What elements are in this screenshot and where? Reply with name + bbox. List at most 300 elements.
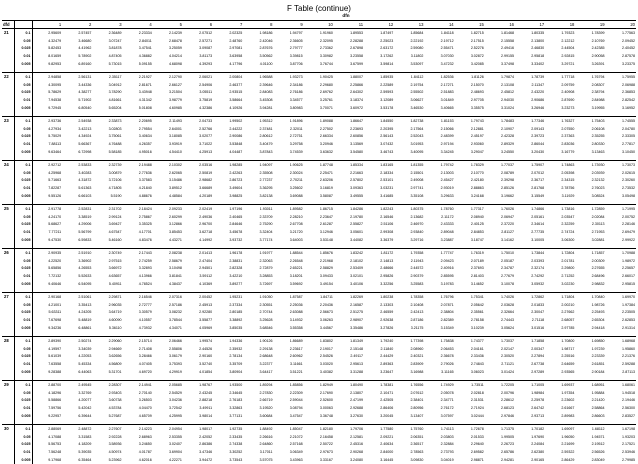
table-cell: 3.47547 [289,413,303,418]
table-cell: 5.65856 [48,266,62,271]
table-cell: 3.40283 [78,170,92,175]
table-cell: 2.13303 [380,302,394,307]
table-cell: 1.76319 [455,248,485,256]
table-cell: 2.78756 [561,186,575,191]
table-cell: 2.68648 [259,354,273,359]
table-cell: 2.76172 [440,406,454,411]
alpha-value: 0.01 [14,316,32,324]
table-cell: 2.07512 [183,29,213,37]
table-cell: 3.69427 [108,222,122,227]
table-cell: 5.73015 [108,62,122,67]
table-cell: 3.77174 [259,237,273,242]
table-cell: 3.20946 [319,142,333,147]
table-cell: 2.36853 [622,90,635,95]
table-cell: 2.27655 [591,266,605,271]
table-cell: 3.57075 [259,457,273,462]
alpha-value: 0.025 [14,177,32,185]
table-cell: 2.66017 [622,274,635,279]
table-body [2,29,636,464]
table-cell: 2.58829 [319,266,333,271]
dfd-value [2,265,14,273]
table-cell: 2.38831 [229,258,243,263]
table-cell: 3.45308 [259,98,273,103]
table-cell: 1.91050 [243,292,273,300]
table-cell: 3.81878 [108,46,122,51]
table-cell: 2.70140 [138,390,152,395]
table-cell: 3.04019 [440,457,454,462]
table-cell: 4.29006 [78,222,92,227]
table-cell: 3.02444 [470,413,484,418]
table-cell: 1.86647 [334,116,364,124]
table-cell: 4.63657 [108,274,122,279]
table-cell: 1.82715 [455,29,485,37]
table-cell: 5.75029 [48,134,62,139]
table-cell: 2.50819 [199,170,213,175]
table-cell: 1.78399 [575,29,605,37]
table-cell: 2.52766 [199,126,213,131]
table-cell: 1.86689 [274,336,304,344]
table-cell: 3.11661 [289,362,303,367]
table-cell: 2.70211 [289,178,303,183]
table-cell: 2.21699 [561,442,575,447]
table-cell: 2.54938 [62,116,92,124]
table-cell: 4.01787 [138,450,152,455]
table-cell: 2.60962 [289,354,303,359]
table-cell: 2.21420 [591,398,605,403]
table-cell: 2.13800 [531,38,545,43]
table-cell: 2.35508 [259,170,273,175]
table-cell: 1.82536 [424,72,454,80]
table-row [2,396,636,404]
table-cell: 1.76794 [575,72,605,80]
table-cell: 2.49416 [501,46,514,51]
table-cell: 1.73037 [485,336,515,344]
table-cell: 2.35561 [470,310,484,315]
table-cell: 1.75010 [485,248,515,256]
table-cell: 2.06947 [501,214,514,219]
dfd-value [2,316,14,324]
dfn-column-header: 14 [424,21,454,29]
table-cell: 2.76186 [289,90,303,95]
table-cell: 2.00796 [501,390,514,395]
table-cell: 2.68123 [501,406,514,411]
table-cell: 2.92228 [108,434,122,439]
table-cell: 2.16587 [350,302,364,307]
table-cell: 1.99574 [183,336,213,344]
table-cell: 1.84286 [334,204,364,212]
table-cell: 1.75760 [394,424,424,432]
table-cell: 2.74724 [561,230,575,235]
table-row [2,456,636,464]
table-cell: 3.13407 [410,413,424,418]
table-cell: 3.40382 [319,369,333,374]
table-cell: 1.74113 [424,424,454,432]
dfn-column-header: 6 [183,21,213,29]
dfd-value [2,184,14,192]
table-cell: 2.59288 [622,362,635,367]
table-cell: 2.02419 [183,204,213,212]
table-cell: 2.97741 [410,186,424,191]
table-cell: 9.72945 [48,106,62,111]
table-cell: 2.34645 [229,390,243,395]
table-cell: 2.05685 [153,380,183,388]
table-cell: 3.39815 [289,54,303,59]
table-cell: 3.24168 [470,193,484,198]
table-cell: 2.06351 [410,434,424,439]
table-cell: 2.19754 [410,82,424,87]
table-cell: 2.98907 [350,318,364,323]
dfd-value [2,89,14,97]
table-cell: 2.57271 [199,38,213,43]
table-cell: 4.04214 [168,54,182,59]
table-cell: 2.90935 [32,248,62,256]
table-cell: 2.94501 [199,266,213,271]
dfn-column-header: 12 [364,21,394,29]
table-cell: 3.75819 [199,98,213,103]
table-cell: 3.31288 [350,369,364,374]
table-cell: 1.73816 [545,204,575,212]
table-cell: 2.65304 [591,318,605,323]
table-cell: 1.68061 [606,380,636,388]
table-cell: 3.18085 [168,134,182,139]
table-cell: 1.73844 [515,248,545,256]
table-cell: 2.49117 [350,354,364,359]
table-cell: 2.10907 [501,126,514,131]
table-cell: 1.95312 [243,116,273,124]
table-cell: 3.05601 [350,230,364,235]
table-cell: 2.38794 [591,90,605,95]
alpha-value: 0.1 [14,424,32,432]
table-cell: 2.02084 [591,214,605,219]
dfd-value [2,301,14,309]
table-cell: 2.79777 [289,46,303,51]
table-cell: 2.39298 [501,178,514,183]
table-cell: 2.28146 [622,222,635,227]
f-table [2,20,636,464]
table-cell: 3.01424 [501,369,514,374]
table-row [2,228,636,236]
table-cell: 3.08524 [591,193,605,198]
table-cell: 4.20077 [78,398,92,403]
table-cell: 2.75867 [138,214,152,219]
table-cell: 2.23602 [561,398,575,403]
table-cell: 2.19446 [622,398,635,403]
table-cell: 1.72862 [515,292,545,300]
table-cell: 2.96700 [199,222,213,227]
table-cell: 3.67599 [350,62,364,67]
table-cell: 2.11840 [380,346,394,351]
table-cell: 3.47346 [199,450,213,455]
table-cell: 2.28210 [289,214,303,219]
table-cell: 3.23375 [622,62,635,67]
table-cell: 2.87186 [410,318,424,323]
table-cell: 3.72697 [259,281,273,286]
table-cell: 2.44222 [229,126,243,131]
table-cell: 1.72804 [545,248,575,256]
table-cell: 5.71663 [48,178,62,183]
table-cell: 4.38437 [168,281,182,286]
alpha-value: 0.005 [14,104,32,112]
dfd-value: 26 [2,248,14,256]
table-cell: 2.88069 [32,424,62,432]
dfd-value [2,448,14,456]
table-cell: 3.32893 [138,266,152,271]
table-cell: 2.14223 [123,424,153,432]
table-cell: 2.64302 [350,90,364,95]
table-cell: 2.05161 [531,214,545,219]
table-cell: 2.51883 [440,90,454,95]
table-cell: 2.16546 [123,292,153,300]
table-cell: 3.49555 [350,193,364,198]
table-cell: 2.32095 [319,38,333,43]
table-cell: 1.98186 [243,29,273,37]
table-cell: 3.15549 [531,193,545,198]
table-cell: 2.34787 [501,266,514,271]
table-cell: 3.06023 [470,369,484,374]
table-cell: 2.69479 [622,230,635,235]
table-cell: 4.04470 [138,406,152,411]
dfn-column-header: 17 [515,21,545,29]
table-cell: 2.73532 [622,186,635,191]
table-cell: 2.92280 [199,310,213,315]
table-cell: 2.88863 [470,186,484,191]
table-cell: 1.82243 [364,204,394,212]
table-cell: 1.97239 [591,346,605,351]
table-cell: 7.88113 [48,142,62,147]
table-cell: 3.25602 [289,186,303,191]
table-cell: 3.43963 [289,457,303,462]
table-cell: 2.10408 [410,302,424,307]
table-cell: 2.77679 [501,274,514,279]
table-cell: 3.15349 [440,325,454,330]
table-cell: 4.36882 [138,54,152,59]
table-cell: 2.65221 [289,266,303,271]
table-cell: 2.62853 [622,318,635,323]
table-cell: 4.24170 [48,214,62,219]
table-cell: 5.82453 [48,46,62,51]
table-cell: 4.27934 [48,126,62,131]
column-header-row [2,21,636,29]
table-cell: 7.94538 [48,98,62,103]
table-cell: 2.17515 [470,38,484,43]
table-cell: 3.30982 [319,54,333,59]
alpha-value: 0.05 [14,301,32,309]
table-cell: 2.27662 [561,310,575,315]
table-cell: 3.12089 [380,98,394,103]
table-cell: 2.29640 [470,442,484,447]
table-cell: 4.78524 [138,281,152,286]
table-cell: 2.22309 [289,390,303,395]
table-row [2,37,636,45]
table-cell: 2.30749 [92,248,122,256]
table-cell: 3.23558 [350,54,364,59]
dfn-column-header: 1 [32,21,62,29]
table-cell: 2.04733 [183,116,213,124]
table-cell: 2.87676 [259,46,273,51]
table-cell: 1.84118 [424,29,454,37]
dfd-value [2,433,14,441]
table-cell: 2.44572 [410,266,424,271]
alpha-value: 0.1 [14,160,32,168]
table-cell: 1.85684 [394,29,424,37]
alpha-value: 0.025 [14,265,32,273]
table-cell: 3.32256 [380,281,394,286]
table-cell: 5.36110 [108,325,122,330]
table-cell: 3.06263 [319,318,333,323]
table-cell: 2.00752 [622,214,635,219]
dfd-value: 24 [2,160,14,168]
table-cell: 2.89390 [32,336,62,344]
table-cell: 2.26548 [289,258,303,263]
table-cell: 3.16445 [380,457,394,462]
table-cell: 2.99922 [622,237,635,242]
table-cell: 2.56131 [62,72,92,80]
table-cell: 2.16546 [380,214,394,219]
table-cell: 9.17968 [48,457,62,462]
table-row [2,433,636,441]
alpha-value: 0.1 [14,29,32,37]
table-cell: 2.33305 [622,134,635,139]
table-cell: 1.81468 [485,29,515,37]
table-cell: 2.91314 [622,325,635,330]
table-cell: 7.59756 [48,406,62,411]
table-cell: 2.98871 [470,457,484,462]
table-cell: 3.49911 [199,406,213,411]
alpha-value: 0.01 [14,360,32,368]
table-cell: 2.37334 [229,302,243,307]
table-cell: 2.00210 [561,302,575,307]
table-cell: 2.44429 [380,354,394,359]
table-cell: 2.06466 [153,336,183,344]
table-cell: 1.85334 [334,160,364,168]
table-cell: 1.95860 [622,346,635,351]
table-cell: 1.90625 [274,160,304,168]
table-row [2,324,636,332]
table-cell: 3.21175 [410,325,424,330]
table-cell: 3.06349 [289,450,303,455]
dfd-value [2,309,14,317]
table-cell: 2.84646 [229,222,243,227]
table-row [2,184,636,192]
table-cell: 2.45913 [199,302,213,307]
table-cell: 3.58936 [108,442,122,447]
dfd-value: 21 [2,29,14,37]
table-cell: 2.57186 [168,302,182,307]
table-cell: 2.97846 [501,413,514,418]
table-cell: 2.67708 [289,222,303,227]
table-cell: 2.29060 [92,336,122,344]
table-cell: 2.42180 [470,178,484,183]
table-cell: 3.41685 [380,193,394,198]
table-cell: 2.72751 [289,134,303,139]
dfn-column-header: 19 [575,21,605,29]
table-cell: 2.40916 [440,266,454,271]
table-cell: 3.04912 [108,82,122,87]
table-cell: 1.93203 [622,434,635,439]
table-cell: 3.85035 [229,325,243,330]
table-cell: 4.21840 [138,186,152,191]
table-cell: 1.79874 [485,72,515,80]
dfd-value [2,396,14,404]
table-cell: 4.76488 [108,142,122,147]
table-cell: 1.87497 [364,29,394,37]
table-cell: 2.07612 [410,390,424,395]
table-cell: 4.10557 [138,318,152,323]
table-cell: 2.19780 [350,214,364,219]
table-cell: 2.34614 [531,222,545,227]
dfd-value [2,213,14,221]
table-cell: 3.35709 [229,362,243,367]
dfd-value [2,368,14,376]
table-cell: 3.54580 [350,150,364,154]
table-cell: 2.18102 [350,258,364,263]
table-cell: 3.81841 [168,274,182,279]
table-cell: 3.50562 [259,54,273,59]
table-cell: 1.87748 [304,160,334,168]
table-cell: 2.33436 [470,354,484,359]
table-cell: 2.57457 [62,29,92,37]
table-cell: 1.94336 [213,336,243,344]
table-cell: 2.94281 [501,457,514,462]
table-cell: 2.94858 [32,72,62,80]
table-cell: 2.85595 [440,274,454,279]
table-cell: 2.33435 [229,434,243,439]
table-cell: 1.93273 [274,72,304,80]
table-cell: 2.68963 [138,434,152,439]
table-row [2,316,636,324]
table-cell: 3.09363 [350,186,364,191]
table-cell: 4.01100 [259,62,273,67]
table-cell: 2.53946 [622,450,635,455]
table-cell: 1.70840 [575,292,605,300]
dfd-value [2,169,14,177]
table-cell: 2.30520 [501,354,514,359]
table-cell: 3.05511 [199,90,213,95]
table-cell: 3.09433 [319,274,333,279]
table-cell: 2.27830 [259,390,273,395]
table-cell: 2.68478 [168,38,182,43]
table-cell: 3.38892 [229,318,243,323]
table-cell: 1.82180 [304,424,334,432]
table-cell: 2.83036 [561,142,575,147]
table-cell: 2.21968 [319,258,333,263]
table-cell: 2.68057 [561,318,575,323]
table-cell: 3.05624 [501,325,514,330]
table-cell: 3.24550 [501,150,514,154]
table-cell: 2.43220 [531,90,545,95]
table-cell: 2.60856 [350,134,364,139]
table-cell: 2.97673 [319,450,333,455]
table-cell: 2.17521 [622,442,635,447]
table-cell: 3.28853 [259,274,273,279]
table-cell: 4.62016 [138,457,152,462]
table-row [2,192,636,200]
table-cell: 4.69720 [138,369,152,374]
table-cell: 5.42042 [78,406,92,411]
table-cell: 9.63464 [48,150,62,154]
table-cell: 3.22377 [259,362,273,367]
table-cell: 2.10302 [153,160,183,168]
table-cell: 3.06300 [561,237,575,242]
dfd-value [2,257,14,265]
dfn-column-header: 8 [243,21,273,29]
table-cell: 3.93732 [229,237,243,242]
table-cell: 1.98972 [622,258,635,263]
table-cell: 3.44336 [78,82,92,87]
table-cell: 5.31701 [108,369,122,374]
table-cell: 3.47541 [138,46,152,51]
table-cell: 2.33873 [92,116,122,124]
